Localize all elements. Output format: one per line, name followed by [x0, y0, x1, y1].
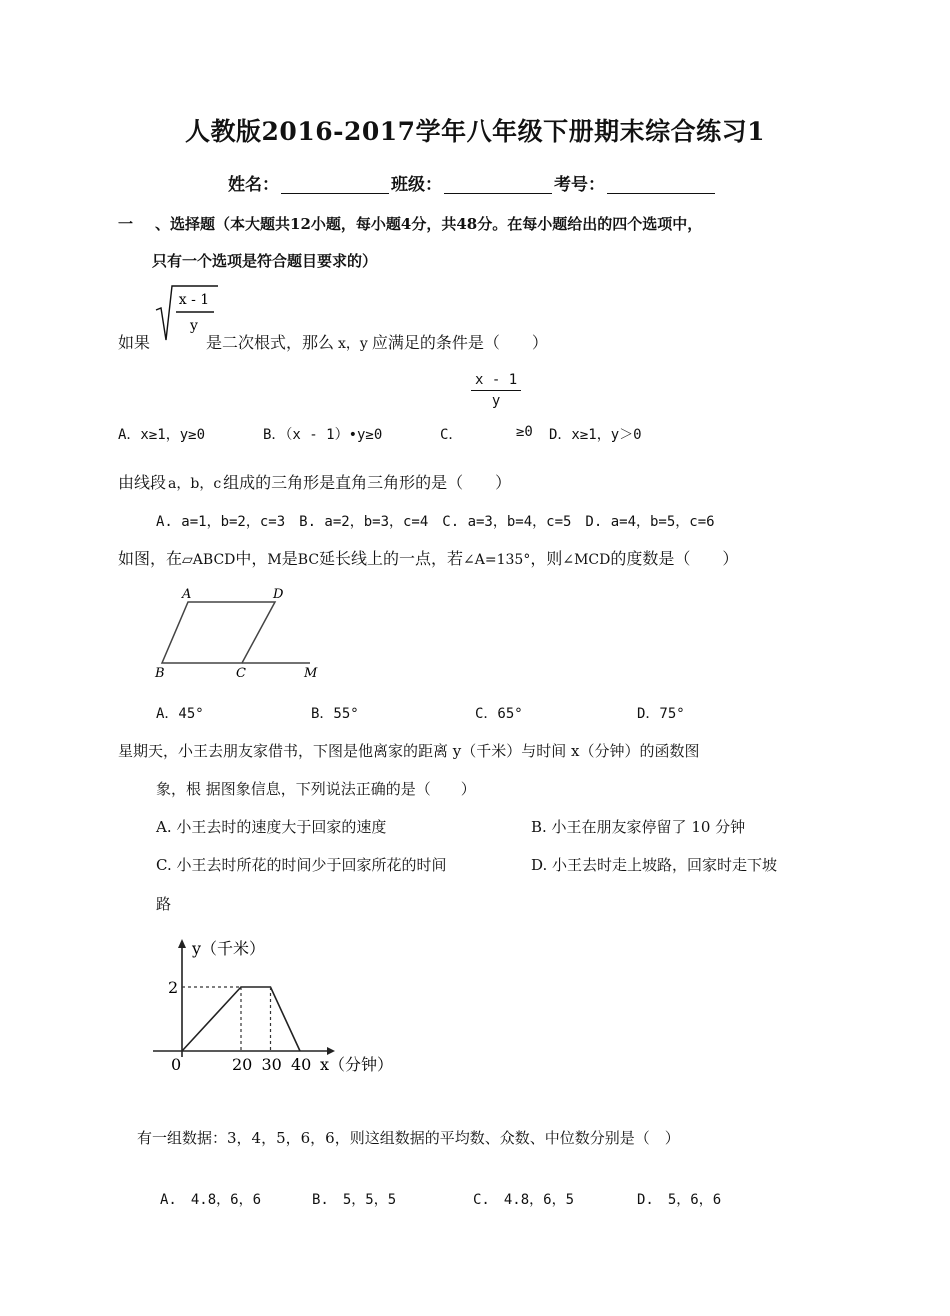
x-tick-label: 20: [232, 1055, 253, 1074]
q3-text-3: 是: [281, 549, 298, 568]
name-label: 姓名：: [228, 175, 279, 195]
q4-stem-line1: 星期天，小王去朋友家借书，下图是他离家的距离 y（千米）与时间 x（分钟）的函数图: [118, 742, 700, 760]
q1-option-c-fraction: [471, 372, 521, 409]
q5-option-a: A. 4.8，6，6: [160, 1192, 262, 1208]
q2-vars: a，b，c: [168, 476, 222, 492]
q4-option-b: B. 小王在朋友家停留了 10 分钟: [531, 818, 746, 836]
q1-option-c-tail: ≥0: [516, 424, 533, 440]
q3-text-1: 如图，在: [118, 549, 183, 568]
q3-option-c: C．65°: [475, 706, 523, 722]
y-axis-arrow: [178, 939, 186, 948]
q3-text-2: 中，: [235, 549, 268, 568]
q2-options: A. a=1，b=2，c=3 B. a=2，b=3，c=4 C. a=3，b=4，c=5 D. a=4，b=5，c=6: [156, 514, 715, 530]
page-title: 人教版2016-2017学年八年级下册期末综合练习1: [185, 117, 765, 146]
q4-option-a: A. 小王去时的速度大于回家的速度: [156, 818, 387, 836]
student-info-row: [228, 170, 717, 195]
q3-text-5: ，则: [530, 549, 563, 568]
label-a: A: [182, 587, 192, 602]
q4-option-d-line2: 路: [156, 895, 172, 913]
exam-no-blank[interactable]: [607, 193, 715, 194]
q1-option-d: D．x≥1，y＞0: [549, 427, 642, 443]
q3-point-m: M: [267, 552, 282, 568]
y-axis-label: y（千米）: [192, 939, 266, 958]
q3-text-6: 的度数是（ ）: [610, 549, 739, 568]
section-heading: [118, 213, 702, 234]
x-tick-label: 30: [261, 1055, 282, 1074]
q1-suffix: 是二次根式，那么: [206, 333, 335, 352]
q3-angle-a: ∠A=135°: [463, 552, 531, 568]
q1-prefix: 如果: [118, 333, 151, 352]
x-tick-label: 0: [171, 1055, 182, 1074]
question-1: [118, 330, 548, 353]
section-heading-line1: 、选择题（本大题共12小题，每小题4分，共48分。在每小题给出的四个选项中，: [155, 215, 703, 233]
x-tick-label: 40: [291, 1055, 312, 1074]
q3-option-b: B．55°: [311, 706, 359, 722]
q3-shape: ▱ABCD: [182, 552, 236, 568]
label-b: B: [155, 666, 165, 680]
exam-no-label: 考号：: [554, 175, 605, 195]
q1-option-c-label: C．: [440, 427, 463, 443]
q1-tail: 应满足的条件是（ ）: [371, 333, 548, 352]
q4-option-d-line1: D. 小王去时走上坡路，回家时走下坡: [531, 856, 778, 874]
q3-angle-mcd: ∠MCD: [562, 552, 611, 568]
label-c: C: [236, 666, 246, 680]
q1-option-b: B．（x - 1）•y≥0: [263, 427, 383, 443]
radical-denominator: y: [190, 318, 198, 334]
q1-option-c-numerator: x - 1: [471, 372, 521, 391]
q3-text-4: 延长线上的一点，若: [319, 549, 464, 568]
q3-option-a: A．45°: [156, 706, 204, 722]
q1-vars: x，y: [338, 336, 368, 352]
question-3: [118, 546, 738, 569]
q5-option-c: C. 4.8，6，5: [473, 1192, 575, 1208]
x-axis-label: x（分钟）: [320, 1055, 394, 1074]
q4-option-c: C. 小王去时所花的时间少于回家所花的时间: [156, 856, 447, 874]
x-axis-arrow: [327, 1047, 335, 1055]
q1-option-a: A．x≥1，y≥0: [118, 427, 206, 443]
section-number: 一: [118, 215, 134, 233]
distance-time-chart: [145, 930, 410, 1080]
q5-option-b: B. 5，5，5: [312, 1192, 397, 1208]
y-tick-label: 2: [168, 978, 179, 997]
q3-option-d: D．75°: [637, 706, 685, 722]
class-label: 班级：: [391, 175, 442, 195]
q4-stem-line2: 象，根 据图象信息，下列说法正确的是（ ）: [156, 780, 476, 798]
section-heading-line2: 只有一个选项是符合题目要求的）: [152, 252, 378, 270]
label-d: D: [273, 587, 284, 602]
radical-numerator: x - 1: [178, 292, 210, 308]
q5-option-d: D. 5，6，6: [637, 1192, 722, 1208]
name-blank[interactable]: [281, 193, 389, 194]
q2-tail: 组成的三角形是直角三角形的是（ ）: [223, 473, 512, 492]
q3-segment-bc: BC: [297, 552, 320, 568]
q1-option-c-denominator: y: [491, 393, 501, 409]
class-blank[interactable]: [444, 193, 552, 194]
question-2: [118, 470, 511, 493]
label-m: M: [304, 666, 318, 680]
parallelogram-figure: [150, 580, 325, 680]
q2-prefix: 由线段: [118, 473, 167, 492]
q5-stem: 有一组数据：3，4，5，6，6，则这组数据的平均数、众数、中位数分别是（ ）: [137, 1129, 680, 1147]
